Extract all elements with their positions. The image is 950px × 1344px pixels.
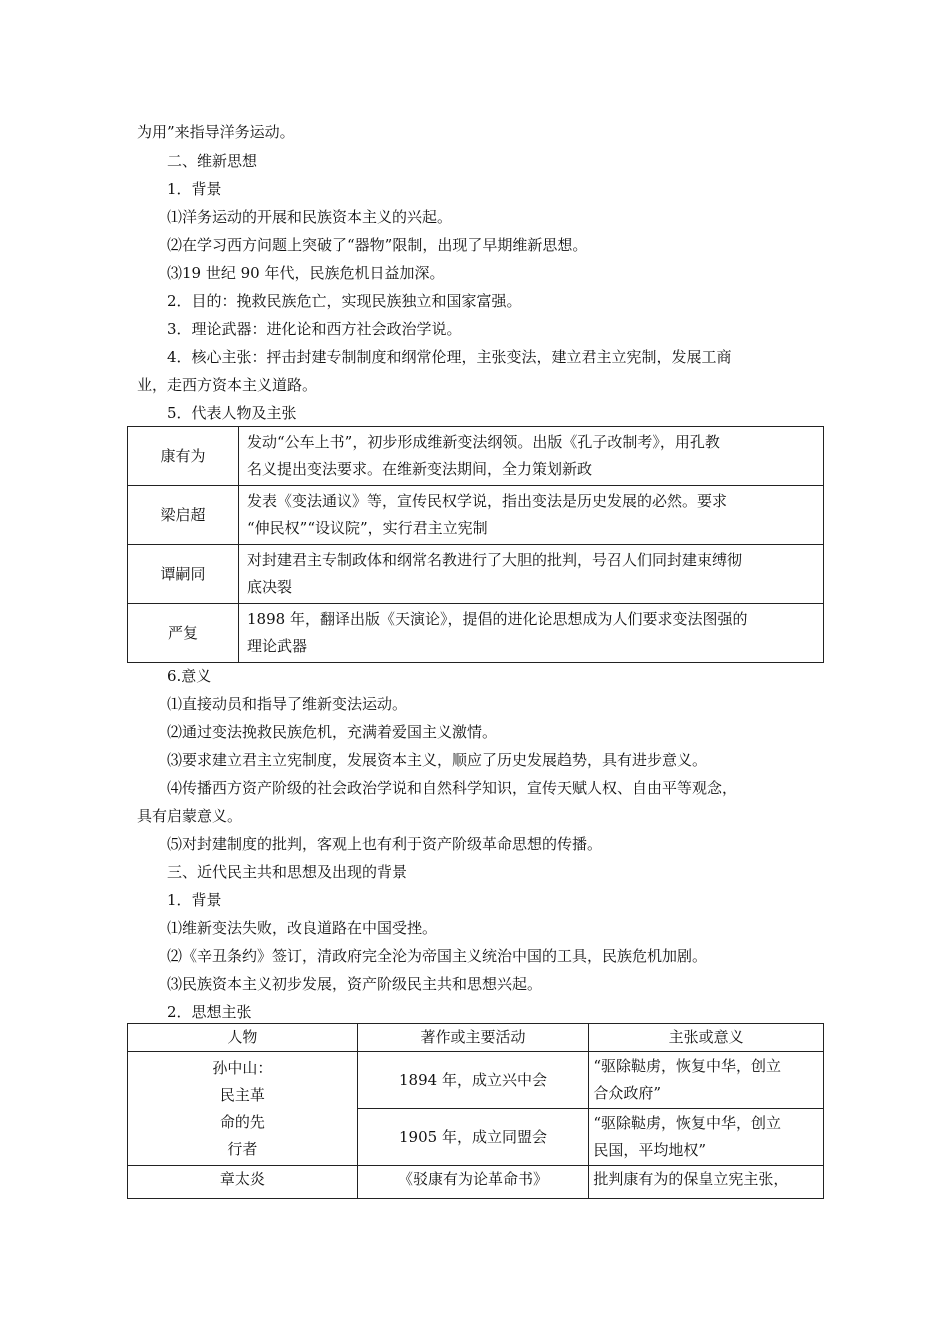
democracy-table: [127, 1023, 824, 1199]
table-row: [128, 604, 824, 663]
list-item: ⑷传播西方资产阶级的社会政治学说和自然科学知识，宣传天赋人权、自由平等观念，: [167, 779, 738, 797]
desc-line: 发表《变法通议》等，宣传民权学说，指出变法是历史发展的必然。要求: [247, 492, 728, 510]
person-line: 孙中山：: [212, 1058, 273, 1077]
subheading: 2．目的：挽救民族危亡，实现民族独立和国家富强。: [167, 292, 522, 310]
meaning-line: “驱除鞑虏，恢复中华，创立: [593, 1057, 781, 1075]
desc-line: 对封建君主专制政体和纲常名教进行了大胆的批判，号召人们同封建束缚彻: [247, 551, 743, 569]
activity-cell: 1894 年，成立兴中会: [357, 1052, 589, 1109]
desc-cell: [239, 604, 824, 663]
list-item: ⑴维新变法失败，改良道路在中国受挫。: [167, 919, 438, 937]
list-item: ⑵在学习西方问题上突破了“器物”限制，出现了早期维新思想。: [167, 236, 588, 254]
table-row: [128, 1052, 824, 1109]
person-cell: 康有为: [128, 427, 239, 486]
column-header: 人物: [128, 1024, 358, 1052]
desc-line: 理论武器: [247, 637, 308, 655]
paragraph-line: 为用”来指导洋务运动。: [137, 123, 295, 141]
meaning-line: 民国，平均地权”: [593, 1141, 706, 1159]
person-line: 命的先: [219, 1112, 265, 1131]
subheading: 1．背景: [167, 180, 222, 198]
list-item: ⑵《辛丑条约》签订，清政府完全沦为帝国主义统治中国的工具，民族危机加剧。: [167, 947, 708, 965]
list-item: ⑵通过变法挽救民族危机，充满着爱国主义激情。: [167, 723, 498, 741]
person-cell: 谭嗣同: [128, 545, 239, 604]
person-line: 行者: [227, 1139, 258, 1158]
desc-line: 发动“公车上书”，初步形成维新变法纲领。出版《孔子改制考》，用孔教: [247, 433, 720, 451]
subheading: 3．理论武器：进化论和西方社会政治学说。: [167, 320, 462, 338]
table-row: [128, 1166, 824, 1199]
person-cell: [128, 1052, 358, 1166]
person-cell: 严复: [128, 604, 239, 663]
person-line: 民主革: [219, 1085, 265, 1104]
section-heading: 三、近代民主共和思想及出现的背景: [167, 863, 408, 881]
desc-line: 底决裂: [247, 578, 293, 596]
desc-cell: [239, 545, 824, 604]
desc-line: 1898 年，翻译出版《天演论》，提倡的进化论思想成为人们要求变法图强的: [247, 610, 748, 628]
list-item: ⑴洋务运动的开展和民族资本主义的兴起。: [167, 208, 453, 226]
list-item: ⑶民族资本主义初步发展，资产阶级民主共和思想兴起。: [167, 975, 543, 993]
reformers-table: [127, 426, 824, 663]
meaning-cell: [589, 1109, 824, 1166]
table-row: [128, 545, 824, 604]
column-header: 著作或主要活动: [357, 1024, 589, 1052]
paragraph-line: 业，走西方资本主义道路。: [137, 376, 318, 394]
subheading: 1．背景: [167, 891, 222, 909]
activity-cell: 1905 年，成立同盟会: [357, 1109, 589, 1166]
meaning-cell: [589, 1052, 824, 1109]
desc-line: 名义提出变法要求。在维新变法期间，全力策划新政: [247, 460, 593, 478]
table-row: [128, 486, 824, 545]
list-item: ⑴直接动员和指导了维新变法运动。: [167, 695, 408, 713]
activity-cell: 《驳康有为论革命书》: [357, 1166, 589, 1199]
subheading: 4．核心主张：抨击封建专制制度和纲常伦理，主张变法，建立君主立宪制，发展工商: [167, 348, 732, 366]
table-header-row: [128, 1024, 824, 1052]
desc-line: “伸民权”“设议院”，实行君主立宪制: [247, 519, 488, 537]
desc-cell: [239, 427, 824, 486]
subheading: 5．代表人物及主张: [167, 404, 297, 422]
meaning-line: “驱除鞑虏，恢复中华，创立: [593, 1114, 781, 1132]
column-header: 主张或意义: [589, 1024, 824, 1052]
meaning-cell: 批判康有为的保皇立宪主张，: [589, 1166, 824, 1199]
subheading: 6.意义: [167, 667, 212, 685]
list-item: ⑸对封建制度的批判，客观上也有利于资产阶级革命思想的传播。: [167, 835, 603, 853]
desc-cell: [239, 486, 824, 545]
person-cell: 梁启超: [128, 486, 239, 545]
list-item: ⑶要求建立君主立宪制度，发展资本主义，顺应了历史发展趋势，具有进步意义。: [167, 751, 708, 769]
section-heading: 二、维新思想: [167, 152, 258, 170]
person-cell: 章太炎: [128, 1166, 358, 1199]
meaning-line: 合众政府”: [593, 1084, 661, 1102]
list-item: ⑶19 世纪 90 年代，民族危机日益加深。: [167, 264, 445, 282]
paragraph-line: 具有启蒙意义。: [137, 807, 243, 825]
subheading: 2．思想主张: [167, 1003, 252, 1021]
table-row: [128, 427, 824, 486]
